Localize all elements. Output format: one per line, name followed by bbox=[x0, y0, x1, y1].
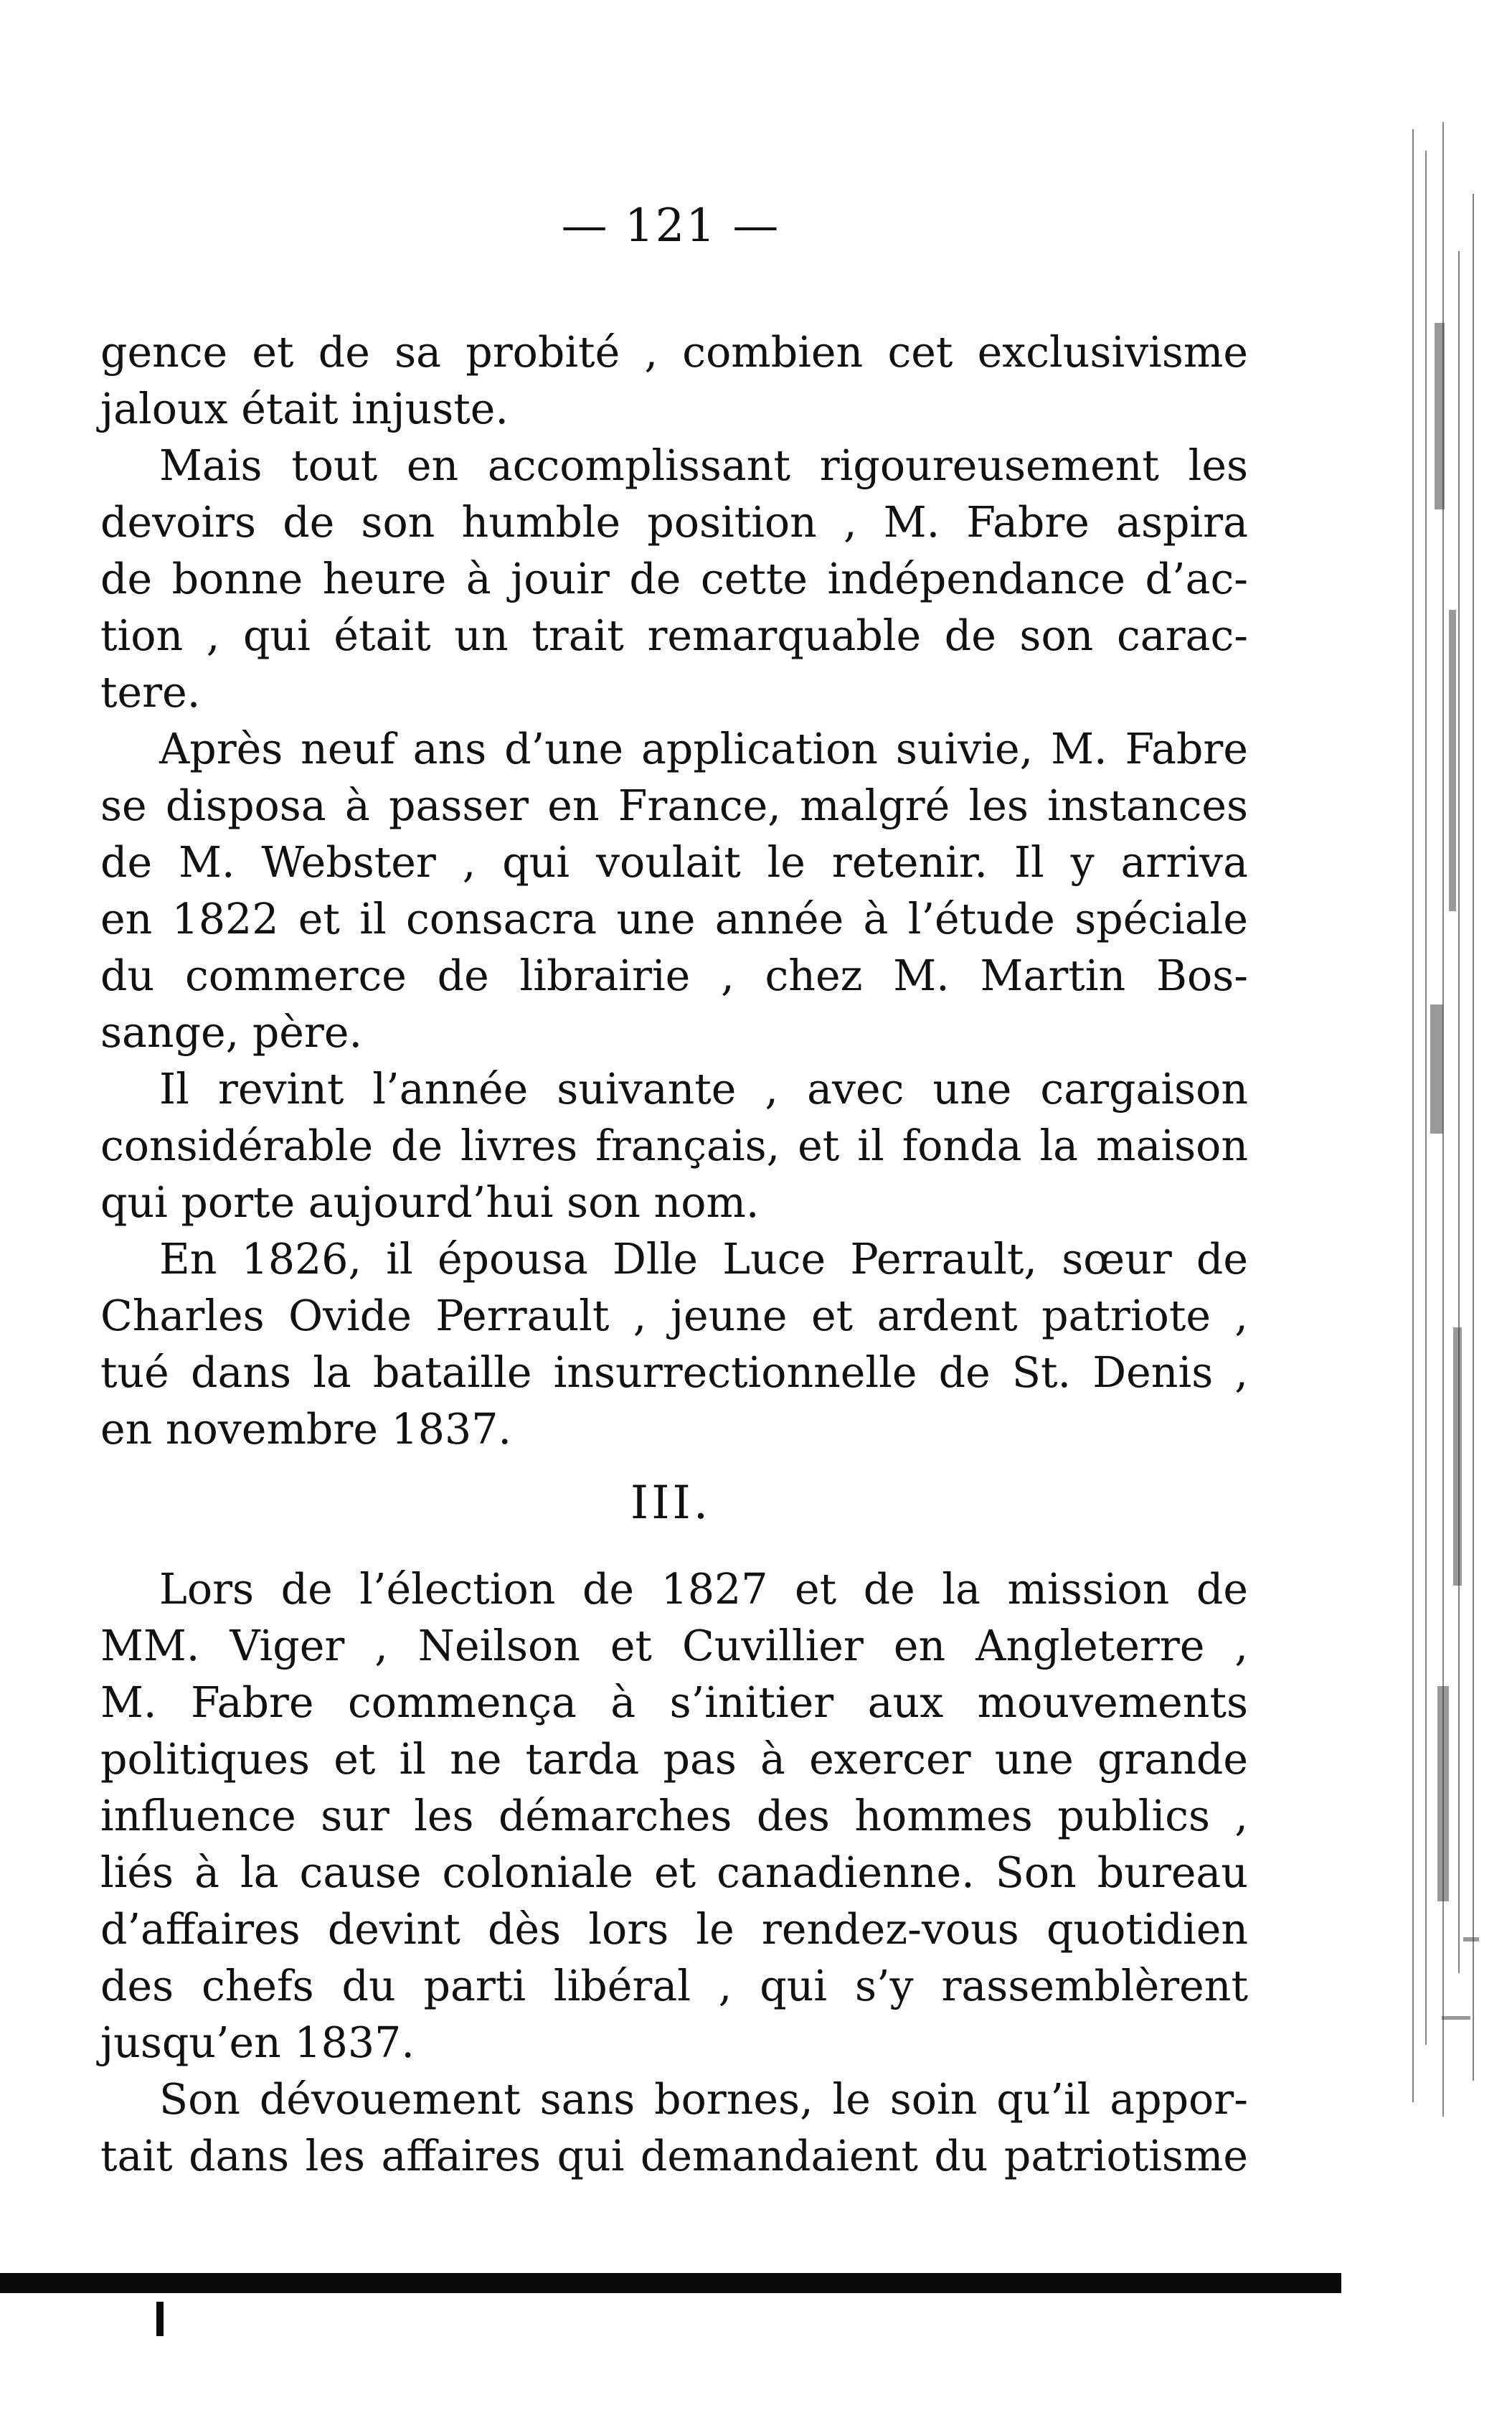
text-line: se disposa à passer en France, malgré les instances bbox=[100, 781, 1248, 830]
text-line: en novembre 1837. bbox=[100, 1405, 512, 1454]
bottom-tick-mark bbox=[156, 2302, 164, 2336]
text-line: politiques et il ne tarda pas à exercer une grande bbox=[100, 1735, 1248, 1784]
text-line: de M. Webster , qui voulait le retenir. Il y arriva bbox=[100, 838, 1248, 887]
text-line: sange, père. bbox=[100, 1008, 363, 1057]
binding-gutter-noise bbox=[1399, 108, 1492, 2131]
text-line: qui porte aujourd’hui son nom. bbox=[100, 1178, 760, 1227]
section-heading: III. bbox=[630, 1477, 712, 1530]
text-line: En 1826, il épousa Dlle Luce Perrault, sœur de bbox=[159, 1235, 1248, 1284]
text-line: en 1822 et il consacra une année à l’étude spéciale bbox=[100, 895, 1248, 943]
text-line: liés à la cause coloniale et canadienne. Son bureau bbox=[100, 1848, 1248, 1897]
text-line: gence et de sa probité , combien cet exclusivisme bbox=[100, 328, 1248, 377]
text-line: du commerce de librairie , chez M. Martin Bos- bbox=[100, 951, 1248, 1000]
text-line: influence sur les démarches des hommes publics , bbox=[100, 1792, 1248, 1840]
text-line: d’affaires devint dès lors le rendez-vous quotidien bbox=[100, 1905, 1248, 1954]
text-line: Lors de l’élection de 1827 et de la mission de bbox=[159, 1565, 1248, 1614]
text-line: Après neuf ans d’une application suivie, M. Fabre bbox=[159, 725, 1248, 773]
body-text-top bbox=[100, 324, 1248, 1458]
text-line: devoirs de son humble position , M. Fabre aspira bbox=[100, 498, 1248, 547]
text-line: tué dans la bataille insurrectionnelle de St. Denis , bbox=[100, 1348, 1248, 1397]
text-line: de bonne heure à jouir de cette indépendance d’ac- bbox=[100, 555, 1248, 603]
text-line: Mais tout en accomplissant rigoureusement les bbox=[159, 441, 1248, 490]
text-line: considérable de livres français, et il fonda la maison bbox=[100, 1121, 1248, 1170]
text-line: tait dans les affaires qui demandaient du patriotisme bbox=[100, 2132, 1248, 2180]
text-line: Son dévouement sans bornes, le soin qu’il appor- bbox=[159, 2075, 1248, 2124]
text-line: jaloux était injuste. bbox=[100, 385, 509, 433]
text-line: tere. bbox=[100, 668, 201, 717]
text-line: tion , qui était un trait remarquable de son carac- bbox=[100, 611, 1248, 660]
body-text-bottom bbox=[100, 1561, 1248, 2185]
bottom-rule bbox=[0, 2273, 1341, 2293]
text-line: des chefs du parti libéral , qui s’y rassemblèrent bbox=[100, 1962, 1248, 2010]
text-line: MM. Viger , Neilson et Cuvillier en Angleterre , bbox=[100, 1622, 1248, 1670]
text-line: M. Fabre commença à s’initier aux mouvements bbox=[100, 1678, 1248, 1727]
page-number: — 121 — bbox=[561, 199, 780, 253]
text-line: Il revint l’année suivante , avec une cargaison bbox=[159, 1065, 1248, 1114]
text-line: Charles Ovide Perrault , jeune et ardent patriote , bbox=[100, 1291, 1248, 1340]
text-line: jusqu’en 1837. bbox=[100, 2018, 415, 2067]
